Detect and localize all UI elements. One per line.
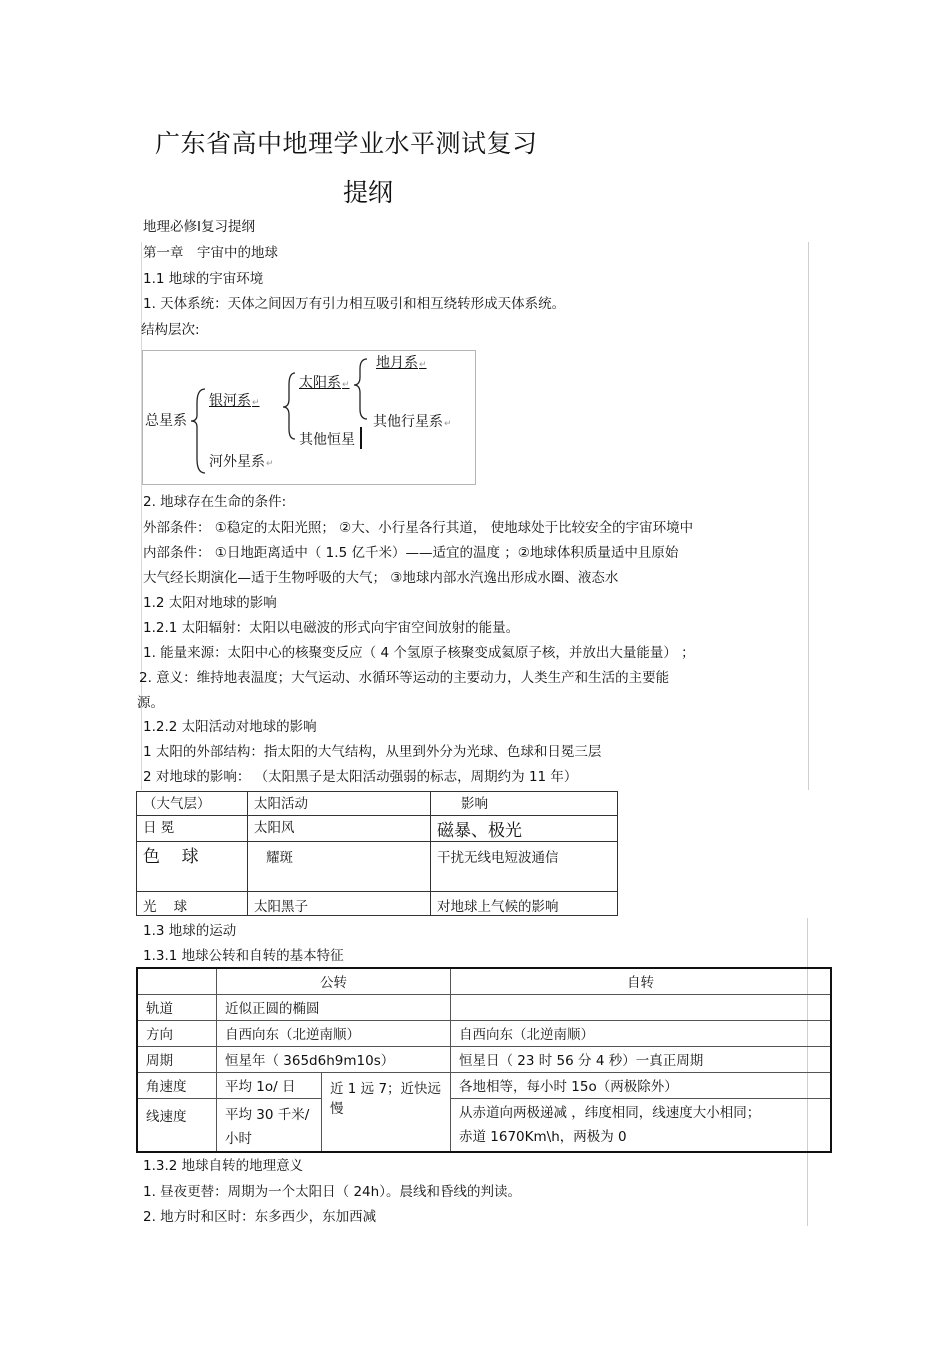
paragraph: 内部条件： ①日地距离适中（ 1.5 亿千米）——适宜的温度 ；②地球体积质量适中且原始 bbox=[143, 545, 679, 561]
section-heading: 1.2 太阳对地球的影响 bbox=[143, 595, 277, 611]
table-cell: 平均 1o/ 日 bbox=[217, 1072, 322, 1098]
table-cell-line: 从赤道向两极递减 ，纬度相同，线速度大小相同； bbox=[459, 1104, 761, 1121]
paragraph: 外部条件： ①稳定的太阳光照； ②大、小行星各行其道， 使地球处于比较安全的宇宙环境中 bbox=[143, 520, 694, 536]
table-row bbox=[137, 842, 618, 892]
diagram-node-outer-galaxy: 河外星系↵ bbox=[209, 454, 274, 470]
table-header-cell bbox=[137, 968, 217, 994]
diagram-node-solar-system: 太阳系↵ bbox=[299, 375, 350, 391]
paragraph: 1. 天体系统：天体之间因万有引力相互吸引和相互绕转形成天体系统。 bbox=[143, 296, 566, 312]
paragraph: 2. 地球存在生命的条件: bbox=[143, 494, 287, 510]
table-cell: 干扰无线电短波通信 bbox=[431, 842, 618, 892]
section-heading: 1.3 地球的运动 bbox=[143, 923, 237, 939]
table-cell: 方向 bbox=[137, 1020, 217, 1046]
diagram-node-earth-moon: 地月系↵ bbox=[376, 355, 427, 371]
table-cell: 恒星日（ 23 时 56 分 4 秒）一真正周期 bbox=[451, 1046, 832, 1072]
table-cell: 太阳黑子 bbox=[248, 892, 431, 916]
paragraph: 2. 地方时和区时：东多西少，东加西减 bbox=[143, 1209, 377, 1225]
table-row bbox=[137, 892, 618, 916]
structure-diagram bbox=[142, 350, 476, 485]
earth-motion-table bbox=[136, 967, 832, 1153]
table-cell: 近似正圆的椭圆 bbox=[217, 994, 451, 1020]
solar-activity-table bbox=[136, 791, 618, 916]
paragraph: 大气经长期演化—适于生物呼吸的大气； ③地球内部水汽逸出形成水圈、液态水 bbox=[143, 570, 619, 586]
table-cell: 太阳风 bbox=[248, 816, 431, 842]
table-header-row bbox=[137, 792, 618, 816]
diagram-node-galaxy: 银河系↵ bbox=[209, 393, 260, 409]
table-header-cell: 太阳活动 bbox=[248, 792, 431, 816]
paragraph: 2 对地球的影响： （太阳黑子是太阳活动强弱的标志，周期约为 11 年） bbox=[143, 769, 578, 785]
table-cell: 周期 bbox=[137, 1046, 217, 1072]
table-cell-line: 赤道 1670Km\h，两极为 0 bbox=[459, 1128, 627, 1145]
diagram-node-root: 总星系 bbox=[145, 413, 187, 429]
table-row bbox=[137, 1046, 831, 1072]
document-title: 广东省高中地理学业水平测试复习 bbox=[155, 129, 538, 158]
table-header-cell: 影响 bbox=[431, 792, 618, 816]
table-header-cell: （大气层） bbox=[137, 792, 248, 816]
paragraph: 1 太阳的外部结构：指太阳的大气结构，从里到外分为光球、色球和日冕三层 bbox=[143, 744, 602, 760]
content-frame-top bbox=[141, 242, 809, 790]
table-header-cell: 公转 bbox=[217, 968, 451, 994]
table-cell: 自西向东（北逆南顺） bbox=[451, 1020, 832, 1046]
document-title-line2: 提纲 bbox=[343, 178, 394, 207]
table-row bbox=[137, 994, 831, 1020]
diagram-node-other-stars: 其他恒星 bbox=[299, 432, 355, 448]
table-cell bbox=[451, 1098, 832, 1152]
section-heading: 1.3.2 地球自转的地理意义 bbox=[143, 1158, 304, 1174]
table-row bbox=[137, 1072, 831, 1098]
table-cell: 近 1 远 7；近快远慢 bbox=[322, 1072, 451, 1152]
paragraph: 1. 能量来源：太阳中心的核聚变反应（ 4 个氢原子核聚变成氦原子核，并放出大量能量） ； bbox=[143, 645, 695, 661]
table-header-row bbox=[137, 968, 831, 994]
table-cell: 耀斑 bbox=[248, 842, 431, 892]
paragraph: 2. 意义：维持地表温度；大气运动、水循环等运动的主要动力，人类生产和生活的主要能 bbox=[139, 670, 670, 686]
subtitle: 地理必修Ⅰ复习提纲 bbox=[143, 219, 255, 235]
table-cell: 自西向东（北逆南顺） bbox=[217, 1020, 451, 1046]
table-cell: 色 球 bbox=[137, 842, 248, 892]
table-cell: 轨道 bbox=[137, 994, 217, 1020]
table-row bbox=[137, 816, 618, 842]
section-heading: 1.1 地球的宇宙环境 bbox=[143, 271, 264, 287]
section-heading: 1.3.1 地球公转和自转的基本特征 bbox=[143, 948, 344, 964]
table-cell: 角速度 bbox=[137, 1072, 217, 1098]
table-cell: 日 冕 bbox=[137, 816, 248, 842]
paragraph: 结构层次: bbox=[141, 322, 200, 338]
table-row bbox=[137, 1020, 831, 1046]
paragraph: 源。 bbox=[137, 695, 164, 711]
table-cell: 对地球上气候的影响 bbox=[431, 892, 618, 916]
table-cell: 线速度 bbox=[137, 1098, 217, 1152]
chapter-heading: 第一章 宇宙中的地球 bbox=[143, 245, 278, 261]
table-cell: 磁暴、极光 bbox=[431, 816, 618, 842]
table-row bbox=[137, 1098, 831, 1152]
table-cell: 恒星年（ 365d6h9m10s） bbox=[217, 1046, 451, 1072]
table-cell: 光 球 bbox=[137, 892, 248, 916]
paragraph: 1. 昼夜更替：周期为一个太阳日（ 24h）。晨线和昏线的判读。 bbox=[143, 1184, 521, 1200]
table-cell: 平均 30 千米/ 小时 bbox=[217, 1098, 322, 1152]
paragraph: 1.2.1 太阳辐射：太阳以电磁波的形式向宇宙空间放射的能量。 bbox=[143, 620, 520, 636]
section-heading: 1.2.2 太阳活动对地球的影响 bbox=[143, 719, 317, 735]
diagram-node-other-planets: 其他行星系↵ bbox=[373, 414, 452, 430]
table-cell bbox=[451, 994, 832, 1020]
table-cell: 各地相等，每小时 15o（两极除外） bbox=[451, 1072, 832, 1098]
table-header-cell: 自转 bbox=[451, 968, 832, 994]
